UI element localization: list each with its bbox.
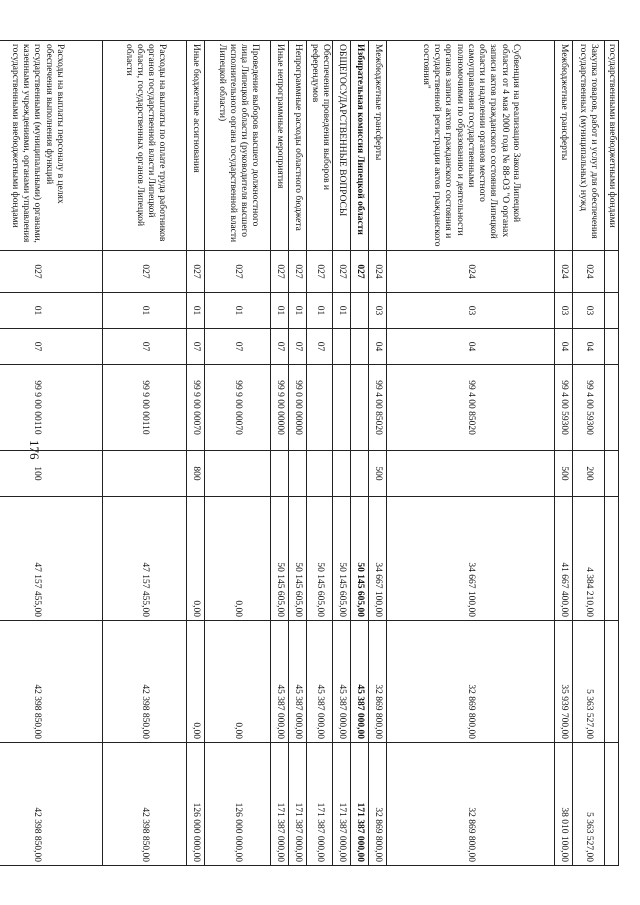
table-row bbox=[350, 41, 368, 866]
table-row bbox=[271, 41, 289, 866]
cell-name: Расходы на выплаты по оплате труда работников органов государственной власти Липецкой области, государственных органов Липецкой области bbox=[103, 41, 187, 251]
cell-v2: 42 398 850,00 bbox=[0, 621, 103, 743]
cell-v2: 45 387 000,00 bbox=[307, 621, 332, 743]
cell-target: 99 4 00 59300 bbox=[554, 365, 572, 451]
cell-target bbox=[332, 365, 350, 451]
cell-v2: 32 869 800,00 bbox=[386, 621, 554, 743]
cell-v1: 34 667 100,00 bbox=[386, 497, 554, 621]
cell-target bbox=[604, 365, 618, 451]
cell-v1: 50 145 605,00 bbox=[289, 497, 307, 621]
cell-v2: 45 387 000,00 bbox=[289, 621, 307, 743]
cell-v2: 32 869 800,00 bbox=[368, 621, 386, 743]
cell-type bbox=[271, 451, 289, 497]
cell-name: Проведение выборов высшего должностного лица Липецкой области (руководителя высшего исполнительного органа государственной власти Липецкой области) bbox=[205, 41, 271, 251]
page-number: 176 bbox=[27, 440, 42, 460]
cell-section: 03 bbox=[572, 293, 604, 329]
cell-type: 500 bbox=[368, 451, 386, 497]
cell-subsection: 07 bbox=[103, 329, 187, 365]
cell-section: 01 bbox=[289, 293, 307, 329]
cell-v3: 171 387 000,00 bbox=[332, 743, 350, 866]
cell-v2: 0,00 bbox=[205, 621, 271, 743]
cell-name: Обеспечение проведения выборов и референдумов bbox=[307, 41, 332, 251]
cell-subsection bbox=[604, 329, 618, 365]
cell-subsection: 07 bbox=[271, 329, 289, 365]
cell-section: 03 bbox=[368, 293, 386, 329]
cell-name: Иные непрограммные мероприятия bbox=[271, 41, 289, 251]
cell-subsection bbox=[350, 329, 368, 365]
cell-name: государственными внебюджетными фондами bbox=[604, 41, 618, 251]
cell-target: 99 9 00 00110 bbox=[103, 365, 187, 451]
cell-code: 027 bbox=[271, 251, 289, 293]
cell-v1 bbox=[604, 497, 618, 621]
cell-v3: 42 398 850,00 bbox=[0, 743, 103, 866]
cell-target: 99 0 00 00000 bbox=[289, 365, 307, 451]
table-row bbox=[572, 41, 604, 866]
cell-subsection: 04 bbox=[386, 329, 554, 365]
cell-target: 99 9 00 00000 bbox=[271, 365, 289, 451]
table-row bbox=[289, 41, 307, 866]
cell-v1: 41 667 400,00 bbox=[554, 497, 572, 621]
cell-code: 027 bbox=[289, 251, 307, 293]
table-row bbox=[604, 41, 618, 866]
cell-v2: 42 398 850,00 bbox=[103, 621, 187, 743]
cell-v2: 45 387 000,00 bbox=[350, 621, 368, 743]
cell-v1: 0,00 bbox=[205, 497, 271, 621]
table-row bbox=[368, 41, 386, 866]
cell-code: 024 bbox=[386, 251, 554, 293]
cell-v3: 5 363 527,00 bbox=[572, 743, 604, 866]
cell-code: 027 bbox=[350, 251, 368, 293]
cell-type bbox=[386, 451, 554, 497]
cell-v2: 45 387 000,00 bbox=[271, 621, 289, 743]
cell-section: 01 bbox=[103, 293, 187, 329]
cell-section: 01 bbox=[332, 293, 350, 329]
cell-section: 03 bbox=[554, 293, 572, 329]
cell-name: Расходы на выплаты персоналу в целях обеспечения выполнения функций государственными (муниципальными) органами, казенными учреждениями, органами управления государственными внебюджетными фондами bbox=[0, 41, 103, 251]
budget-table-body bbox=[0, 41, 619, 866]
cell-target: 99 4 00 59300 bbox=[572, 365, 604, 451]
cell-name: Непрограммные расходы областного бюджета bbox=[289, 41, 307, 251]
cell-v2 bbox=[604, 621, 618, 743]
cell-v1: 4 384 210,00 bbox=[572, 497, 604, 621]
cell-v3: 42 398 850,00 bbox=[103, 743, 187, 866]
cell-v1: 47 157 455,00 bbox=[0, 497, 103, 621]
table-row bbox=[103, 41, 187, 866]
cell-type: 200 bbox=[572, 451, 604, 497]
cell-section bbox=[604, 293, 618, 329]
cell-section: 03 bbox=[386, 293, 554, 329]
cell-v2: 35 939 700,00 bbox=[554, 621, 572, 743]
cell-type bbox=[307, 451, 332, 497]
cell-v2: 0,00 bbox=[187, 621, 205, 743]
cell-target: 99 4 00 85020 bbox=[368, 365, 386, 451]
cell-code bbox=[604, 251, 618, 293]
budget-table bbox=[0, 40, 619, 866]
cell-v2: 45 387 000,00 bbox=[332, 621, 350, 743]
cell-type: 100 bbox=[0, 451, 103, 497]
cell-type bbox=[205, 451, 271, 497]
cell-type bbox=[350, 451, 368, 497]
cell-subsection: 04 bbox=[572, 329, 604, 365]
cell-v3: 126 000 000,00 bbox=[205, 743, 271, 866]
cell-subsection: 07 bbox=[289, 329, 307, 365]
cell-v1: 50 145 605,00 bbox=[332, 497, 350, 621]
table-row bbox=[0, 41, 103, 866]
cell-subsection: 04 bbox=[368, 329, 386, 365]
cell-v1: 0,00 bbox=[187, 497, 205, 621]
cell-code: 027 bbox=[332, 251, 350, 293]
cell-type: 800 bbox=[187, 451, 205, 497]
cell-code: 027 bbox=[307, 251, 332, 293]
cell-subsection: 07 bbox=[187, 329, 205, 365]
cell-v3: 126 000 000,00 bbox=[187, 743, 205, 866]
cell-name: Субвенция на реализацию Закона Липецкой области от 4 мая 2000 года № 88-ОЗ "О органах записи актов гражданского состояния Липецкой области и наделении органов местного самоуправления государственными полномочиями по образованию и деятельности органов записи актов гражданского состояния и государственной регистрации актов гражданского состояния" bbox=[386, 41, 554, 251]
cell-code: 027 bbox=[103, 251, 187, 293]
cell-section: 01 bbox=[205, 293, 271, 329]
cell-v1: 34 667 100,00 bbox=[368, 497, 386, 621]
cell-section: 01 bbox=[0, 293, 103, 329]
cell-name: Межбюджетные трансферты bbox=[368, 41, 386, 251]
cell-subsection: 04 bbox=[554, 329, 572, 365]
cell-code: 027 bbox=[0, 251, 103, 293]
cell-v1: 50 145 605,00 bbox=[271, 497, 289, 621]
table-row bbox=[332, 41, 350, 866]
cell-code: 024 bbox=[554, 251, 572, 293]
cell-code: 024 bbox=[368, 251, 386, 293]
cell-subsection: 07 bbox=[0, 329, 103, 365]
cell-v3: 171 387 000,00 bbox=[307, 743, 332, 866]
table-row bbox=[307, 41, 332, 866]
cell-target: 99 9 00 00110 bbox=[0, 365, 103, 451]
cell-type: 500 bbox=[554, 451, 572, 497]
cell-subsection: 07 bbox=[205, 329, 271, 365]
table-row bbox=[554, 41, 572, 866]
cell-target bbox=[350, 365, 368, 451]
cell-code: 027 bbox=[205, 251, 271, 293]
cell-section bbox=[350, 293, 368, 329]
cell-code: 024 bbox=[572, 251, 604, 293]
cell-subsection: 07 bbox=[307, 329, 332, 365]
cell-v2: 5 363 527,00 bbox=[572, 621, 604, 743]
cell-target: 99 9 00 00070 bbox=[187, 365, 205, 451]
cell-target: 99 9 00 00070 bbox=[205, 365, 271, 451]
cell-v1: 50 145 605,00 bbox=[350, 497, 368, 621]
cell-type bbox=[289, 451, 307, 497]
cell-v3: 171 387 000,00 bbox=[289, 743, 307, 866]
cell-v3: 38 010 100,00 bbox=[554, 743, 572, 866]
cell-name: ОБЩЕГОСУДАРСТВЕННЫЕ ВОПРОСЫ bbox=[332, 41, 350, 251]
cell-type bbox=[332, 451, 350, 497]
cell-subsection bbox=[332, 329, 350, 365]
cell-name: Иные бюджетные ассигнования bbox=[187, 41, 205, 251]
cell-name: Межбюджетные трансферты bbox=[554, 41, 572, 251]
cell-type bbox=[103, 451, 187, 497]
cell-section: 01 bbox=[187, 293, 205, 329]
cell-v3: 32 869 800,00 bbox=[368, 743, 386, 866]
cell-section: 01 bbox=[271, 293, 289, 329]
cell-v3: 171 387 000,00 bbox=[350, 743, 368, 866]
cell-name: Избирательная комиссия Липецкой области bbox=[350, 41, 368, 251]
cell-v1: 50 145 605,00 bbox=[307, 497, 332, 621]
cell-name: Закупка товаров, работ и услуг для обеспечения государственных (муниципальных) нужд bbox=[572, 41, 604, 251]
cell-code: 027 bbox=[187, 251, 205, 293]
table-row bbox=[187, 41, 205, 866]
cell-v1: 47 157 455,00 bbox=[103, 497, 187, 621]
table-row bbox=[386, 41, 554, 866]
cell-section: 01 bbox=[307, 293, 332, 329]
cell-v3: 32 869 800,00 bbox=[386, 743, 554, 866]
cell-type bbox=[604, 451, 618, 497]
cell-v3: 171 387 000,00 bbox=[271, 743, 289, 866]
table-row bbox=[205, 41, 271, 866]
cell-v3 bbox=[604, 743, 618, 866]
cell-target bbox=[307, 365, 332, 451]
cell-target: 99 4 00 85020 bbox=[386, 365, 554, 451]
